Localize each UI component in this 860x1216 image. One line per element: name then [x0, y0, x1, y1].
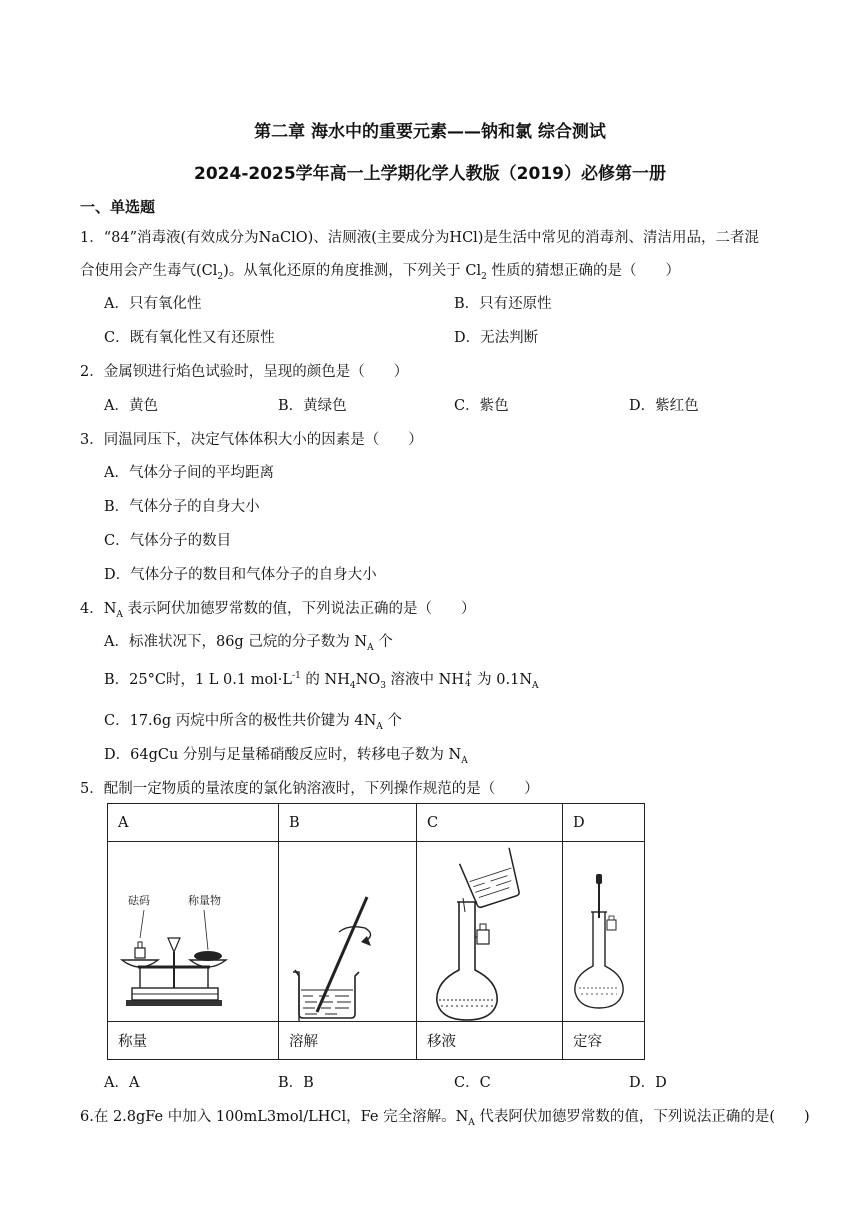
- caption-dissolve: 溶解: [279, 1022, 417, 1060]
- q2-option-a: A．黄色: [104, 398, 158, 414]
- image-dissolve: [279, 842, 417, 1022]
- q1-line-2: 合使用会产生毒气$(Cl_2)$。从氧化还原的角度推测，下列关于 $Cl_2$ 性质的猜想正确的是（ ）: [80, 263, 680, 282]
- table-header-b: B: [279, 804, 417, 842]
- table-header-c: C: [417, 804, 563, 842]
- q1-option-d: D．无法判断: [454, 330, 539, 346]
- title-line-2: 2024-2025学年高一上学期化学人教版（2019）必修第一册: [194, 164, 666, 184]
- image-volume: [563, 842, 645, 1022]
- object-label: 称量物: [188, 894, 221, 907]
- table-header-d: D: [563, 804, 645, 842]
- weights-label: 砝码: [128, 894, 150, 907]
- q3-option-b: B．气体分子的自身大小: [104, 499, 260, 515]
- q3-option-d: D．气体分子的数目和气体分子的自身大小: [104, 567, 377, 583]
- q4-option-b: B．25°C时，1 L 0.1 $mol\cdot L^{-1}$ 的 $NH_4NO_3$ 溶液中 NH + 4 为 $0.1N_A$: [104, 670, 539, 691]
- q1-line-1: 1．“84”消毒液(有效成分为NaClO)、洁厕液(主要成分为HCl)是生活中常见的消毒剂、清洁用品，二者混: [80, 230, 759, 246]
- q2-option-b: B．黄绿色: [278, 398, 347, 414]
- q3-stem: 3．同温同压下，决定气体体积大小的因素是（ ）: [80, 432, 423, 448]
- q3-option-a: A．气体分子间的平均距离: [104, 465, 274, 481]
- image-transfer: [417, 842, 563, 1022]
- operations-table: [107, 803, 645, 1060]
- image-balance: [108, 842, 279, 1022]
- q3-option-c: C．气体分子的数目: [104, 533, 232, 549]
- q5-option-c: C．C: [454, 1075, 491, 1091]
- q4-option-c: C．17.6g 丙烷中所含的极性共价键为 $4N_A$ 个: [104, 713, 402, 732]
- caption-weigh: 称量: [108, 1022, 279, 1060]
- section-heading: 一、单选题: [80, 198, 156, 216]
- balance-illustration: [108, 842, 278, 1021]
- q4-option-a: A．标准状况下，86g 己烷的分子数为 $N_A$ 个: [104, 634, 393, 653]
- q1-option-a: A．只有氧化性: [104, 296, 202, 312]
- beaker-stirring-illustration: [279, 842, 416, 1021]
- q2-stem: 2．金属钡进行焰色试验时，呈现的颜色是（ ）: [80, 364, 409, 380]
- q2-option-c: C．紫色: [454, 398, 509, 414]
- caption-transfer: 移液: [417, 1022, 563, 1060]
- volumetric-flask-illustration: [563, 842, 644, 1021]
- q2-option-d: D．紫红色: [629, 398, 699, 414]
- q4-option-d: D．64gCu 分别与足量稀硝酸反应时，转移电子数为 $N_A$: [104, 747, 468, 766]
- q5-option-d: D．D: [629, 1075, 667, 1091]
- transfer-illustration: [417, 842, 562, 1021]
- title-line-1: 第二章 海水中的重要元素——钠和氯 综合测试: [254, 122, 606, 142]
- q4-stem: 4．$N_A$ 表示阿伏加德罗常数的值，下列说法正确的是（ ）: [80, 601, 476, 620]
- q1-option-b: B．只有还原性: [454, 296, 552, 312]
- q6-stem: 6.在 2.8gFe 中加入 100mL3mol/LHCl，Fe 完全溶解。$N_A$ 代表阿伏加德罗常数的值，下列说法正确的是( ): [80, 1109, 810, 1128]
- q5-option-b: B．B: [278, 1075, 314, 1091]
- caption-volume: 定容: [563, 1022, 645, 1060]
- q5-stem: 5．配制一定物质的量浓度的氯化钠溶液时，下列操作规范的是（ ）: [80, 781, 539, 797]
- q1-option-c: C．既有氧化性又有还原性: [104, 330, 275, 346]
- table-header-a: A: [108, 804, 279, 842]
- q5-option-a: A．A: [104, 1075, 140, 1091]
